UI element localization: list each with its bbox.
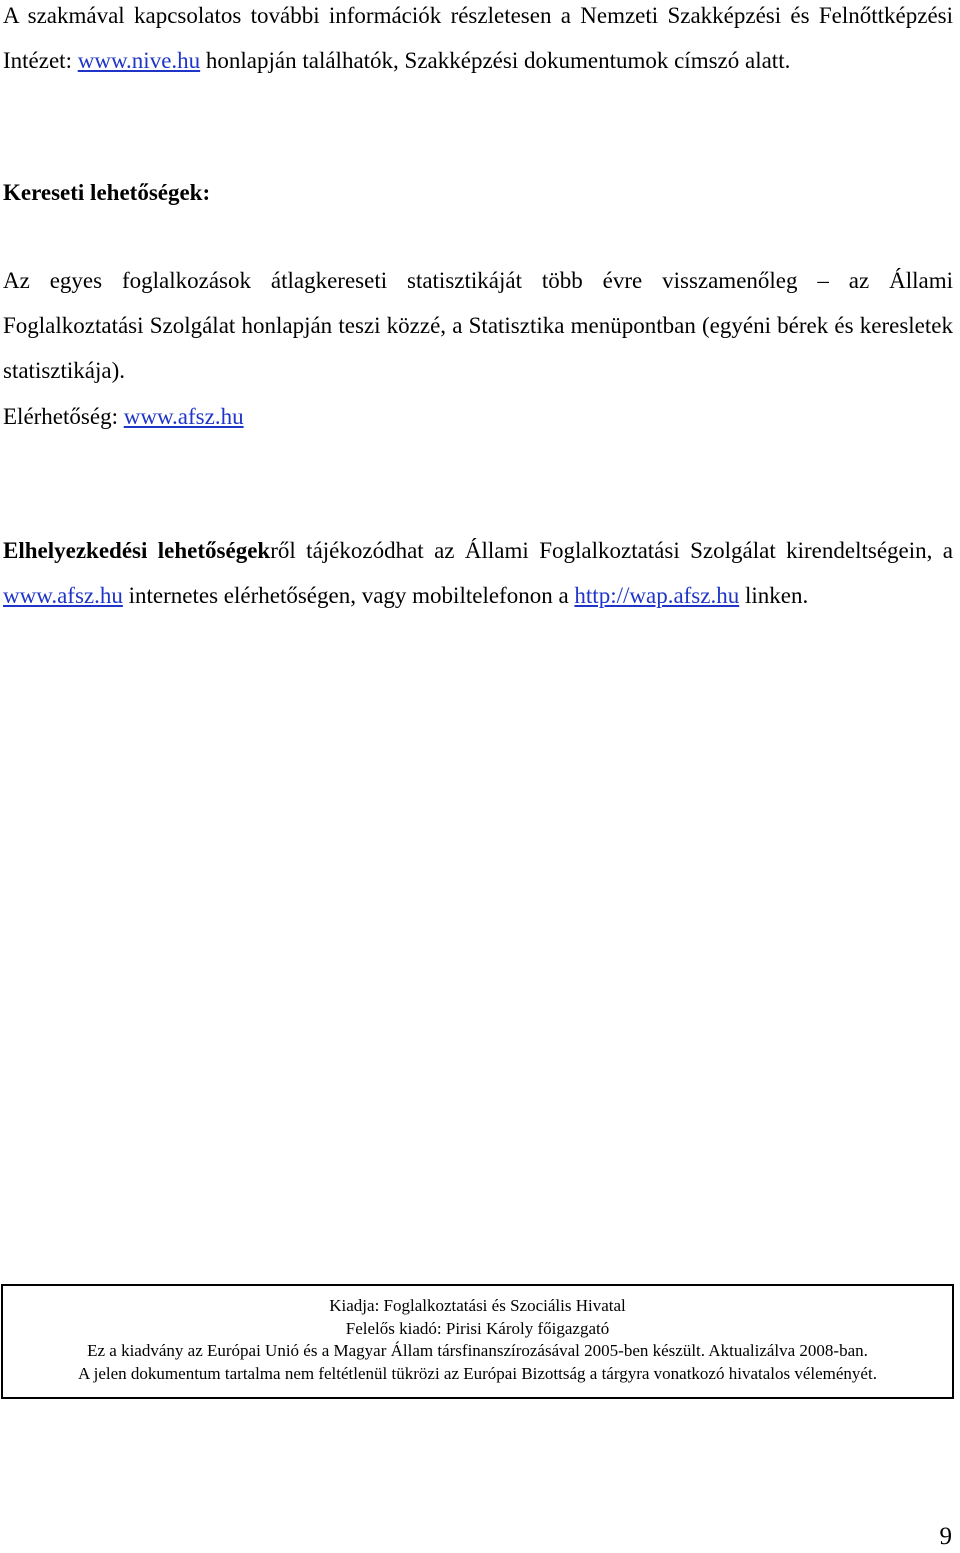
- earnings-heading: Kereseti lehetőségek:: [3, 180, 211, 205]
- wap-afsz-link[interactable]: http://wap.afsz.hu: [574, 583, 740, 608]
- placement-text-3: linken.: [739, 583, 809, 608]
- placement-text: ről tájékozódhat az Állami Foglalkoztatási Szolgálat kirendeltségein, a: [270, 538, 954, 563]
- footer-responsible: Felelős kiadó: Pirisi Károly főigazgató: [345, 1318, 610, 1338]
- footer-funding: Ez a kiadvány az Európai Unió és a Magyar Állam társfinanszírozásával 2005-ben készült. Aktualizálva 2008-ban.: [87, 1341, 868, 1360]
- intro-text-end: honlapján találhatók, Szakképzési dokumentumok címszó alatt.: [200, 48, 791, 73]
- availability-label: Elérhetőség:: [3, 404, 124, 429]
- availability-line: [3, 394, 953, 439]
- page-number: 9: [939, 1523, 952, 1550]
- placement-paragraph: [3, 528, 953, 618]
- placement-bold: Elhelyezkedési lehetőségek: [3, 538, 271, 563]
- earnings-paragraph: Az egyes foglalkozások átlagkereseti statisztikáját több évre visszamenőleg – az Állami Foglalkoztatási Szolgálat honlapján teszi közzé, a Statisztika menüpontban (egyéni bérek és keresletek statisztikája).: [3, 268, 953, 383]
- afsz-link-2[interactable]: www.afsz.hu: [3, 583, 123, 608]
- intro-text: A szakmával kapcsolatos további információk részletesen a Nemzeti Szakképzési és Felnőttképzési Intézet:: [3, 3, 953, 73]
- footer-publisher: Kiadja: Foglalkoztatási és Szociális Hivatal: [329, 1296, 626, 1315]
- intro-paragraph: [3, 0, 953, 83]
- nive-link[interactable]: www.nive.hu: [77, 48, 201, 73]
- footer-disclaimer: A jelen dokumentum tartalma nem feltétlenül tükrözi az Európai Bizottság a tárgyra vonatkozó hivatalos véleményét.: [78, 1363, 877, 1383]
- afsz-link[interactable]: www.afsz.hu: [123, 404, 244, 429]
- placement-text-2: internetes elérhetőségen, vagy mobiltelefonon a: [122, 583, 575, 608]
- publisher-footer-box: [1, 1284, 954, 1399]
